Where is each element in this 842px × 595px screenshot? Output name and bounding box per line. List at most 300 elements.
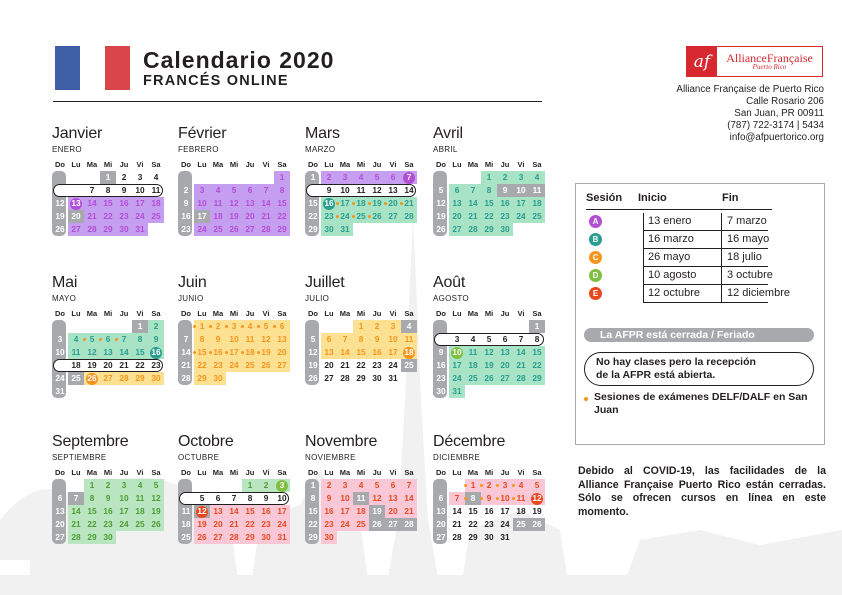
weekday-label: Sa	[404, 309, 414, 318]
weekday-label: Ma	[467, 468, 479, 477]
calendar-day: 24	[197, 224, 207, 234]
session-end: 7 marzo	[727, 215, 767, 227]
calendar-day: 4	[470, 334, 476, 344]
calendar-day: 2	[210, 320, 226, 333]
weekday-label: Lu	[452, 468, 462, 477]
page-title: Calendario 2020	[143, 47, 335, 73]
calendar-day: 11	[245, 334, 255, 344]
calendar-day: 30	[324, 532, 334, 542]
calendar-day: 1	[358, 321, 364, 331]
month-grid	[52, 479, 164, 557]
calendar-day: 22	[532, 360, 542, 370]
calendar-day: 25	[151, 211, 161, 221]
calendar-day: 2	[263, 480, 269, 490]
calendar-day: 27	[500, 373, 510, 383]
calendar-day: 10	[340, 185, 350, 195]
calendar-day: 29	[277, 224, 287, 234]
calendar-day: 6	[390, 172, 396, 182]
calendar-day: 8	[534, 334, 540, 344]
calendar-day: 29	[103, 224, 113, 234]
calendar-day: 27	[55, 532, 65, 542]
calendar-day: 20	[71, 211, 81, 221]
calendar-day: 15	[468, 506, 478, 516]
flag-stripe-red	[105, 46, 130, 90]
calendar-day: 16	[181, 211, 191, 221]
session-row-e	[586, 285, 816, 303]
calendar-day: 22	[135, 360, 145, 370]
weekday-label: Ma	[212, 468, 224, 477]
calendar-day: 31	[277, 532, 287, 542]
session-divider	[643, 285, 644, 303]
calendar-day: 28	[261, 224, 271, 234]
calendar-day: 18	[353, 197, 369, 210]
weekday-label: Sa	[532, 160, 542, 169]
month-name-fr: Octobre	[178, 433, 234, 450]
calendar-day: 20	[452, 211, 462, 221]
calendar-day: 14	[119, 347, 129, 357]
month-name-es: MARZO	[305, 145, 336, 154]
exam-bullet-icon	[584, 397, 588, 401]
calendar-day: 13	[68, 197, 84, 210]
month-grid	[178, 479, 290, 557]
weekday-label: Mi	[229, 309, 239, 318]
calendar-day: 22	[87, 519, 97, 529]
calendar-day: 20	[55, 519, 65, 529]
calendar-day: 5	[153, 480, 159, 490]
session-start: 26 mayo	[648, 251, 691, 263]
calendar-day: 16	[436, 360, 446, 370]
calendar-day: 5	[486, 334, 492, 344]
calendar-day: 24	[277, 519, 287, 529]
weekday-label: Lu	[71, 160, 81, 169]
calendar-day: 24	[119, 519, 129, 529]
calendar-day: 15	[87, 506, 97, 516]
month-grid	[305, 320, 417, 398]
session-row-d	[586, 267, 816, 285]
month-name-fr: Juin	[178, 274, 207, 291]
calendar-day: 7	[116, 333, 132, 346]
calendar-day: 16	[103, 506, 113, 516]
month-name-fr: Mai	[52, 274, 78, 291]
calendar-day: 25	[71, 373, 81, 383]
calendar-day: 1	[279, 172, 285, 182]
weekday-label: Mi	[229, 160, 239, 169]
calendar-day: 4	[358, 172, 364, 182]
calendar-day: 5	[258, 320, 274, 333]
calendar-day: 31	[135, 224, 145, 234]
calendar-day: 9	[153, 334, 159, 344]
weekday-label: Do	[436, 468, 446, 477]
session-start: 13 enero	[648, 215, 692, 227]
calendar-day: 24	[229, 360, 239, 370]
calendar-day: 16	[324, 506, 334, 516]
calendar-day: 9	[121, 185, 127, 195]
calendar-day: 6	[215, 493, 221, 503]
weekday-label: Mi	[484, 309, 494, 318]
flag-stripe-white	[80, 46, 105, 90]
weekday-header	[433, 160, 545, 170]
address-line: Alliance Française de Puerto Rico	[676, 84, 824, 95]
calendar-day: 10	[516, 185, 526, 195]
weekday-label: Do	[181, 309, 191, 318]
weekday-label: Lu	[324, 468, 334, 477]
session-end: 3 octubre	[727, 269, 773, 281]
month-7	[433, 274, 545, 404]
alliance-francaise-logo	[686, 46, 823, 77]
calendar-day: 24	[337, 210, 353, 223]
calendar-day: 31	[388, 373, 398, 383]
weekday-label: Ju	[245, 309, 255, 318]
weekday-label: Lu	[197, 468, 207, 477]
calendar-day: 28	[516, 373, 526, 383]
session-start: 12 octubre	[648, 287, 700, 299]
month-name-es: ABRIL	[433, 145, 458, 154]
weekday-header	[52, 160, 164, 170]
month-name-es: SEPTIEMBRE	[52, 453, 107, 462]
calendar-day: 19	[197, 519, 207, 529]
weekday-label: Ju	[500, 468, 510, 477]
session-row-b	[586, 231, 816, 249]
calendar-day: 28	[71, 532, 81, 542]
month-name-es: MAYO	[52, 294, 77, 303]
weekday-header	[433, 309, 545, 319]
calendar-day: 15	[135, 347, 145, 357]
calendar-day: 6	[100, 333, 116, 346]
calendar-day: 21	[87, 211, 97, 221]
calendar-day: 17	[277, 506, 287, 516]
calendar-day: 11	[135, 493, 145, 503]
calendar-day: 12	[372, 185, 382, 195]
month-name-es: NOVIEMBRE	[305, 453, 356, 462]
calendar-day: 20	[213, 519, 223, 529]
calendar-day: 22	[308, 519, 318, 529]
calendar-day: 27	[213, 532, 223, 542]
month-3	[433, 125, 545, 255]
calendar-day: 19	[229, 211, 239, 221]
calendar-day: 4	[242, 320, 258, 333]
calendar-day: 21	[404, 506, 414, 516]
calendar-day: 4	[215, 185, 221, 195]
calendar-day: 3	[137, 172, 143, 182]
calendar-day: 13	[245, 198, 255, 208]
calendar-day: 9	[183, 198, 189, 208]
calendar-day: 21	[516, 360, 526, 370]
calendar-day: 8	[199, 334, 205, 344]
calendar-day: 4	[401, 320, 417, 333]
calendar-day: 17	[119, 506, 129, 516]
calendar-day: 14	[452, 506, 462, 516]
calendar-day: 1	[310, 172, 316, 182]
calendar-day: 22	[484, 211, 494, 221]
calendar-day: 26	[369, 210, 385, 223]
calendar-day: 6	[247, 185, 253, 195]
weekday-label: Ju	[119, 468, 129, 477]
calendar-day: 6	[454, 185, 460, 195]
calendar-day: 3	[342, 172, 348, 182]
calendar-day: 18	[213, 211, 223, 221]
month-0	[52, 125, 164, 255]
calendar-day: 15	[356, 347, 366, 357]
weekday-label: Do	[181, 468, 191, 477]
calendar-day: 21	[401, 197, 417, 210]
calendar-day: 4	[358, 480, 364, 490]
weekday-label: Do	[436, 160, 446, 169]
weekday-label: Ju	[500, 309, 510, 318]
calendar-day: 26	[372, 519, 382, 529]
calendar-day: 2	[121, 172, 127, 182]
calendar-day: 11	[532, 185, 542, 195]
calendar-day: 28	[119, 373, 129, 383]
calendar-day: 20	[388, 506, 398, 516]
calendar-day: 9	[326, 185, 332, 195]
contact-address	[676, 84, 824, 144]
calendar-day: 27	[388, 519, 398, 529]
calendar-day: 10	[340, 493, 350, 503]
calendar-day: 30	[372, 373, 382, 383]
calendar-day: 20	[277, 347, 287, 357]
address-line: San Juan, PR 00911	[734, 108, 824, 119]
month-5	[178, 274, 290, 404]
calendar-day: 2	[153, 321, 159, 331]
calendar-day: 15	[532, 347, 542, 357]
calendar-day: 11	[151, 185, 161, 195]
af-logo-mark: af	[687, 47, 717, 76]
calendar-day: 23	[181, 224, 191, 234]
weekday-label: Vi	[136, 309, 144, 318]
calendar-day: 6	[274, 320, 290, 333]
weekday-label: Mi	[356, 160, 366, 169]
calendar-day: 29	[308, 224, 318, 234]
weekday-label: Sa	[151, 309, 161, 318]
weekday-label: Ju	[500, 160, 510, 169]
calendar-day: 1	[194, 320, 210, 333]
calendar-day: 20	[245, 211, 255, 221]
calendar-day: 11	[71, 347, 81, 357]
calendar-day: 6	[502, 334, 508, 344]
month-name-fr: Décembre	[433, 433, 506, 450]
calendar-day: 21	[452, 519, 462, 529]
calendar-day: 16	[119, 198, 129, 208]
month-name-es: JULIO	[305, 294, 330, 303]
calendar-day: 10	[229, 334, 239, 344]
calendar-day: 17	[135, 198, 145, 208]
calendar-day: 10	[135, 185, 145, 195]
calendar-day: 18	[71, 360, 81, 370]
weekday-label: Ju	[119, 309, 129, 318]
calendar-day: 2	[502, 172, 508, 182]
calendar-day: 3	[274, 479, 290, 492]
calendar-day: 15	[484, 198, 494, 208]
calendar-day: 22	[103, 211, 113, 221]
weekday-label: Do	[55, 468, 65, 477]
calendar-day: 29	[245, 532, 255, 542]
weekday-label: Vi	[389, 160, 397, 169]
calendar-day: 13	[436, 506, 446, 516]
calendar-day: 1	[247, 480, 253, 490]
session-end: 16 mayo	[727, 233, 770, 245]
weekday-label: Ma	[86, 468, 98, 477]
weekday-label: Vi	[517, 309, 525, 318]
calendar-day: 2	[374, 321, 380, 331]
calendar-day: 21	[468, 211, 478, 221]
calendar-day: 26	[197, 532, 207, 542]
calendar-day: 20	[500, 360, 510, 370]
calendar-day: 8	[279, 185, 285, 195]
calendar-day: 6	[438, 493, 444, 503]
calendar-day: 15	[277, 198, 287, 208]
month-name-es: OCTUBRE	[178, 453, 220, 462]
calendar-day: 24	[135, 211, 145, 221]
weekday-label: Sa	[404, 468, 414, 477]
calendar-day: 24	[500, 519, 510, 529]
calendar-day: 29	[87, 532, 97, 542]
calendar-day: 5	[374, 172, 380, 182]
weekday-label: Lu	[452, 160, 462, 169]
calendar-day: 23	[324, 211, 334, 221]
calendar-day: 12	[55, 198, 65, 208]
calendar-day: 3	[497, 479, 513, 492]
calendar-day: 21	[71, 519, 81, 529]
calendar-day: 5	[199, 493, 205, 503]
legend-open-line: No hay clases pero la recepción	[596, 356, 756, 368]
month-name-fr: Août	[433, 274, 466, 291]
calendar-day: 22	[356, 360, 366, 370]
calendar-day: 31	[452, 386, 462, 396]
session-badge: D	[589, 269, 602, 282]
calendar-day: 8	[105, 185, 111, 195]
session-start: 10 agosto	[648, 269, 697, 281]
calendar-day: 26	[436, 224, 446, 234]
session-badge: E	[589, 287, 602, 300]
month-10	[305, 433, 417, 563]
calendar-day: 18	[242, 346, 258, 359]
calendar-day: 14	[404, 185, 414, 195]
calendar-day: 7	[183, 334, 189, 344]
weekday-label: Sa	[277, 309, 287, 318]
covid-notice: Debido al COVID-19, las facilidades de la Alliance Française Puerto Rico están cerradas. Sólo se ofrecen cursos en línea en este momento.	[578, 465, 826, 518]
weekday-header	[52, 468, 164, 478]
calendar-day: 17	[55, 360, 65, 370]
session-divider	[721, 285, 722, 303]
calendar-day: 20	[103, 360, 113, 370]
weekday-label: Ju	[372, 468, 382, 477]
calendar-day: 1	[105, 172, 111, 182]
calendar-day: 26	[484, 373, 494, 383]
weekday-label: Ma	[339, 160, 351, 169]
calendar-day: 21	[340, 360, 350, 370]
calendar-day: 19	[55, 211, 65, 221]
calendar-day: 25	[181, 532, 191, 542]
month-name-fr: Juillet	[305, 274, 345, 291]
calendar-day: 14	[87, 198, 97, 208]
calendar-day: 2	[438, 334, 444, 344]
weekday-label: Mi	[103, 309, 113, 318]
calendar-day: 10	[277, 493, 287, 503]
month-name-fr: Janvier	[52, 125, 103, 142]
calendar-day: 7	[470, 185, 476, 195]
address-line: Calle Rosario 206	[746, 96, 824, 107]
calendar-day: 9	[105, 493, 111, 503]
weekday-label: Do	[308, 309, 318, 318]
calendar-day: 15	[194, 346, 210, 359]
calendar-day: 11	[468, 347, 478, 357]
calendar-day: 7	[454, 493, 460, 503]
calendar-day: 24	[388, 360, 398, 370]
calendar-day: 19	[436, 211, 446, 221]
calendar-day: 14	[71, 506, 81, 516]
calendar-day: 8	[358, 334, 364, 344]
month-name-es: FEBRERO	[178, 145, 219, 154]
calendar-day: 23	[151, 360, 161, 370]
session-row-a	[586, 213, 816, 231]
calendar-day: 22	[468, 519, 478, 529]
calendar-day: 30	[103, 532, 113, 542]
calendar-day: 5	[438, 185, 444, 195]
weekday-label: Do	[308, 468, 318, 477]
calendar-day: 21	[181, 360, 191, 370]
calendar-day: 29	[308, 532, 318, 542]
calendar-day: 30	[324, 224, 334, 234]
calendar-day: 22	[197, 360, 207, 370]
calendar-day: 12	[229, 198, 239, 208]
calendar-day: 7	[263, 185, 269, 195]
calendar-day: 25	[213, 224, 223, 234]
session-end: 18 julio	[727, 251, 762, 263]
session-divider	[643, 267, 644, 285]
weekday-header	[178, 309, 290, 319]
calendar-day: 18	[181, 519, 191, 529]
weekday-label: Sa	[151, 160, 161, 169]
calendar-day: 14	[261, 198, 271, 208]
calendar-day: 18	[135, 506, 145, 516]
calendar-day: 7	[406, 480, 412, 490]
calendar-day: 30	[500, 224, 510, 234]
weekday-header	[178, 468, 290, 478]
calendar-day: 29	[197, 373, 207, 383]
calendar-day: 13	[388, 185, 398, 195]
weekday-header	[178, 160, 290, 170]
sessions-header-session: Sesión	[586, 192, 623, 204]
weekday-label: Vi	[136, 468, 144, 477]
calendar-day: 11	[404, 334, 414, 344]
calendar-day: 16	[148, 346, 164, 359]
calendar-day: 26	[229, 224, 239, 234]
calendar-day: 23	[119, 211, 129, 221]
month-name-es: AGOSTO	[433, 294, 469, 303]
calendar-day: 29	[484, 224, 494, 234]
calendar-day: 27	[324, 373, 334, 383]
calendar-day: 24	[452, 373, 462, 383]
month-name-fr: Avril	[433, 125, 463, 142]
calendar-day: 17	[452, 360, 462, 370]
calendar-day: 9	[502, 185, 508, 195]
calendar-day: 14	[516, 347, 526, 357]
session-divider	[643, 231, 644, 249]
month-2	[305, 125, 417, 255]
calendar-day: 18	[401, 346, 417, 359]
weekday-label: Do	[181, 160, 191, 169]
weekday-label: Do	[308, 160, 318, 169]
weekday-label: Do	[436, 309, 446, 318]
weekday-label: Ma	[467, 309, 479, 318]
sessions-panel	[575, 183, 825, 445]
calendar-day: 30	[213, 373, 223, 383]
session-row-c	[586, 249, 816, 267]
calendar-day: 10	[197, 198, 207, 208]
calendar-day: 9	[326, 493, 332, 503]
calendar-day: 12	[372, 493, 382, 503]
weekday-label: Mi	[484, 160, 494, 169]
